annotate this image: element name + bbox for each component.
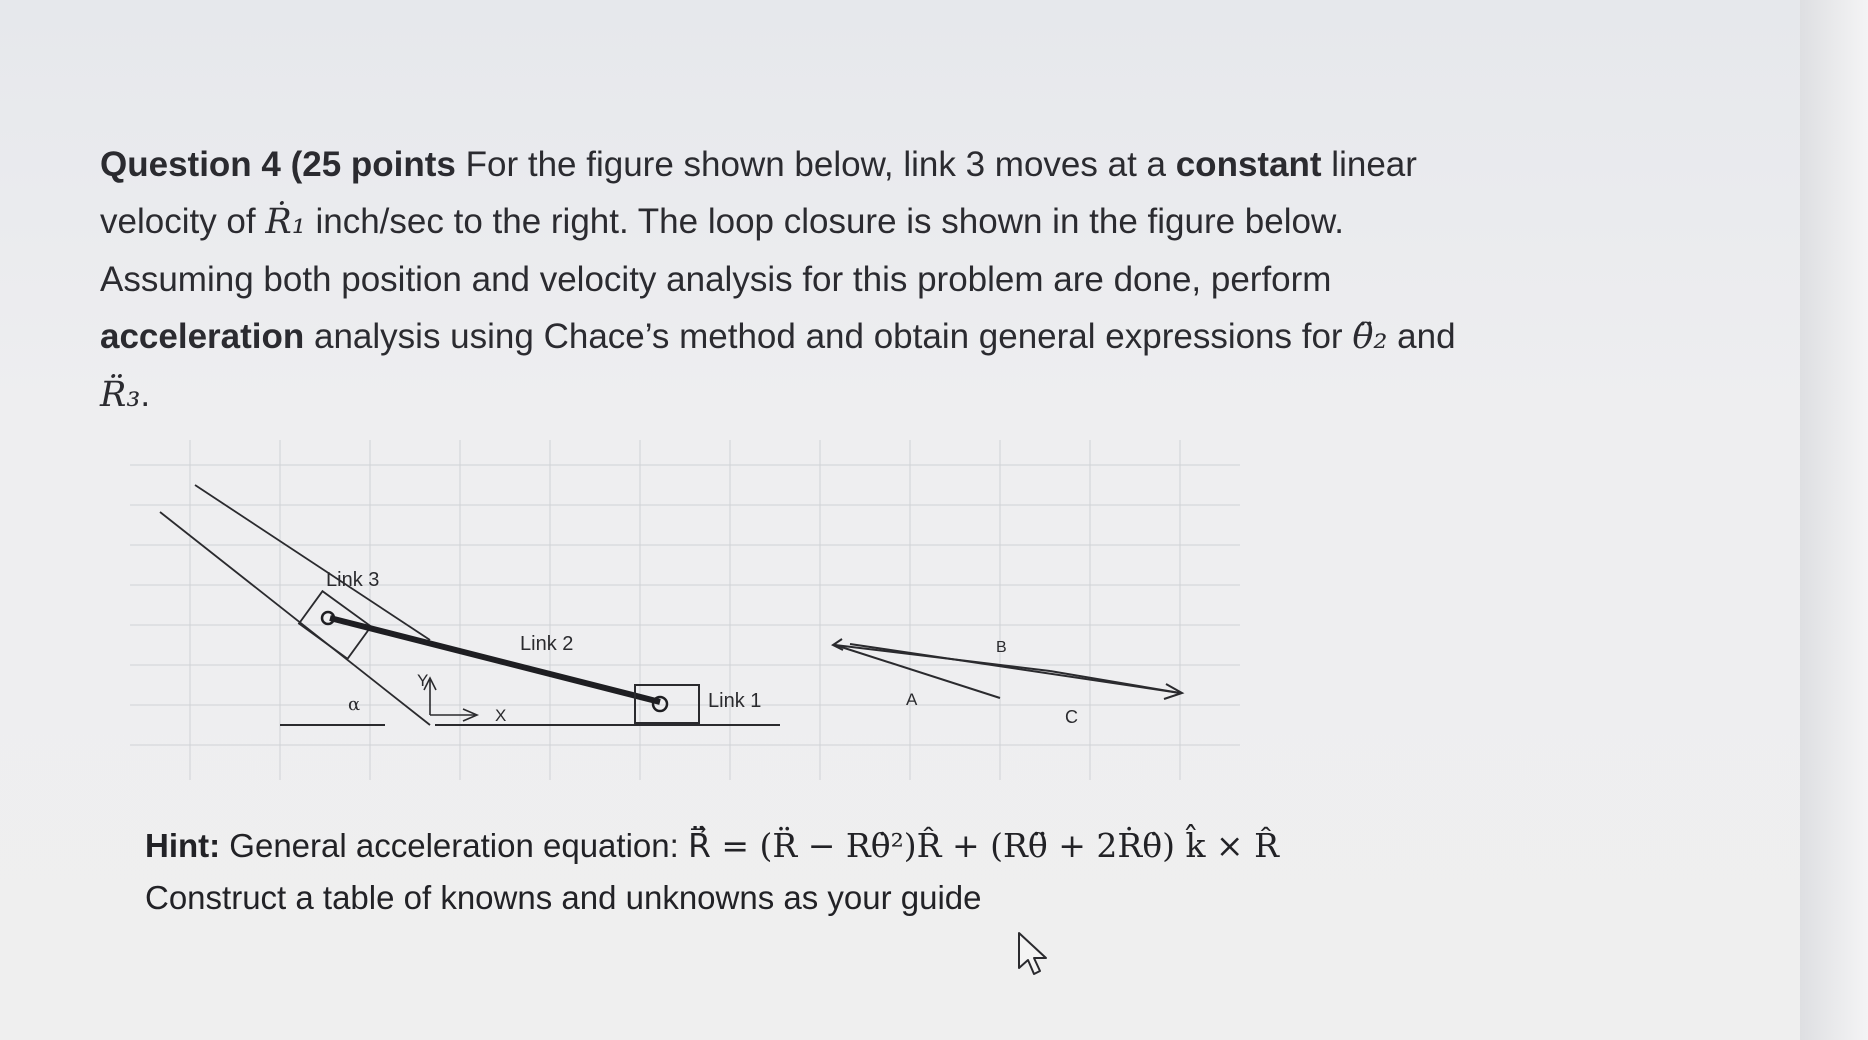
vector-b-label: B [996,639,1007,656]
incline-upper [195,485,430,640]
alpha-label: α [348,694,361,715]
vector-a-label: A [906,690,918,709]
question-points: (25 points [290,145,456,184]
period: . [140,375,151,414]
question-number: Question 4 [100,145,281,184]
x-axis-label: X [495,706,507,725]
question-line-1 [100,136,1520,193]
question-line-2-end: inch/sec to the right. The loop closure is shown in the figure below. [305,202,1345,241]
hint-text: General acceleration equation: [220,827,688,864]
hint-line-1 [145,820,1279,872]
question-line-4-text: analysis using Chace’s method and obtain general expressions for [304,317,1353,356]
hint-line-2: Construct a table of knowns and unknowns as your guide [145,879,982,916]
question-line-2 [100,193,1520,251]
xy-axes [424,678,477,721]
link2-label: Link 2 [520,633,574,655]
acceleration-word: acceleration [100,317,305,356]
y-axis-label: Y [417,671,429,690]
and-word: and [1387,317,1456,356]
hint-label: Hint: [145,827,221,864]
question-line-2-start: velocity of [100,202,266,241]
mouse-cursor-icon [1015,930,1051,980]
question-line-1-end: linear [1321,145,1417,184]
figure-grid [130,440,1240,780]
r3-ddot-symbol: R̈₃ [100,375,141,415]
r1-dot-symbol: Ṙ₁ [265,202,306,242]
incline-lower [160,512,430,725]
hint-block [145,820,1279,924]
link1-label: Link 1 [708,690,762,712]
page-edge [1800,0,1868,1040]
vector-c-label: C [1065,707,1078,727]
link3-label: Link 3 [326,569,380,591]
question-line-4 [100,308,1520,366]
constant-word: constant [1175,145,1322,184]
question-line-1-text: For the figure shown below, link 3 moves at a [455,145,1176,184]
link2-bar [330,618,660,702]
vector-loop [833,639,1182,699]
question-line-5 [100,366,1520,424]
acceleration-equation: R⃗̈ = (R̈ − Rθ̇²)R̂ + (Rθ̈ + 2Ṙθ̇) k̂ × R̂ [687,826,1279,865]
mechanism-figure [130,440,1240,780]
theta2-ddot-symbol: θ̈₂ [1352,317,1388,357]
question-line-3: Assuming both position and velocity analysis for this problem are done, perform [100,260,1332,299]
question-text [100,136,1520,424]
